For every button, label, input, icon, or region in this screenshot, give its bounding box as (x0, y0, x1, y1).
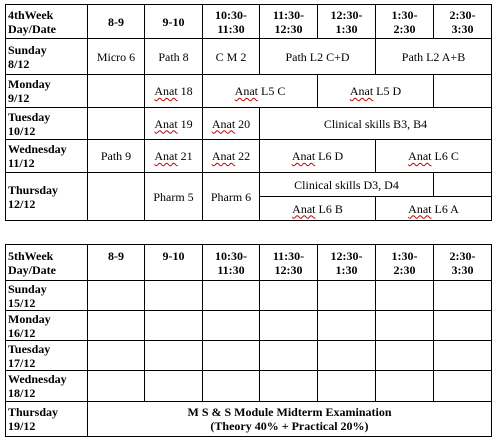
day-cell: Thursday 19/12 (6, 402, 88, 437)
class-cell: Micro 6 (88, 39, 145, 75)
slot-230-330: 2:30- 3:30 (434, 245, 492, 281)
class-cell: C M 2 (203, 39, 260, 75)
week4-header-daydate (6, 5, 88, 39)
empty-cell (260, 311, 318, 341)
class-cell: Path L2 C+D (260, 39, 376, 75)
day-cell: Sunday 8/12 (6, 39, 88, 75)
empty-cell (145, 371, 203, 402)
week5-row-sunday (6, 281, 492, 311)
day-cell: Wednesday 11/12 (6, 140, 88, 173)
exam-weighting: (Theory 40% + Practical 20%) (210, 419, 369, 433)
class-cell: Path 8 (145, 39, 203, 75)
empty-cell (203, 371, 260, 402)
class-cell: Clinical skills D3, D4 (260, 173, 434, 197)
empty-cell (434, 311, 492, 341)
day-cell: Sunday 15/12 (6, 281, 88, 311)
class-cell: Path L2 A+B (376, 39, 492, 75)
empty-cell (203, 311, 260, 341)
slot-8-9: 8-9 (88, 5, 145, 39)
class-cell: Anat 18 (145, 75, 203, 108)
week-label: 4thWeek (8, 7, 54, 22)
slot-1230-130: 12:30- 1:30 (318, 245, 376, 281)
empty-cell (318, 341, 376, 371)
empty-cell (260, 371, 318, 402)
empty-cell (434, 75, 492, 108)
slot-1030-1130: 10:30- 11:30 (203, 5, 260, 39)
day-cell: Monday 9/12 (6, 75, 88, 108)
class-cell: Path 9 (88, 140, 145, 173)
day-cell: Thursday 12/12 (6, 173, 88, 221)
class-cell: Anat 20 (203, 108, 260, 140)
week5-row-tuesday (6, 341, 492, 371)
week4-row-monday (6, 75, 492, 108)
week5-row-thursday (6, 402, 492, 437)
class-cell: Pharm 6 (203, 173, 260, 221)
empty-cell (145, 311, 203, 341)
slot-230-330: 2:30- 3:30 (434, 5, 492, 39)
empty-cell (434, 173, 492, 197)
day-cell: Tuesday 10/12 (6, 108, 88, 140)
class-cell: Anat L6 C (376, 140, 492, 173)
class-cell: Anat 22 (203, 140, 260, 173)
empty-cell (88, 281, 145, 311)
empty-cell (88, 173, 145, 221)
empty-cell (376, 371, 434, 402)
week4-header-row (6, 5, 492, 39)
empty-cell (318, 281, 376, 311)
empty-cell (376, 311, 434, 341)
empty-cell (88, 75, 145, 108)
week4-schedule-table (5, 4, 492, 221)
class-cell: Clinical skills B3, B4 (260, 108, 492, 140)
empty-cell (260, 281, 318, 311)
class-cell: Anat 19 (145, 108, 203, 140)
empty-cell (145, 341, 203, 371)
day-cell: Monday 16/12 (6, 311, 88, 341)
slot-1130-1230: 11:30- 12:30 (260, 245, 318, 281)
empty-cell (318, 311, 376, 341)
empty-cell (88, 311, 145, 341)
week5-header-daydate (6, 245, 88, 281)
empty-cell (145, 281, 203, 311)
slot-130-230: 1:30- 2:30 (376, 245, 434, 281)
day-cell: Wednesday 18/12 (6, 371, 88, 402)
class-cell: Anat L5 D (318, 75, 434, 108)
slot-1230-130: 12:30- 1:30 (318, 5, 376, 39)
daydate-label: Day/Date (8, 21, 56, 36)
empty-cell (260, 341, 318, 371)
class-cell: Pharm 5 (145, 173, 203, 221)
class-cell: Anat 21 (145, 140, 203, 173)
week5-schedule-table (5, 244, 492, 437)
midterm-exam-cell (88, 402, 492, 437)
exam-title: M S & S Module Midterm Examination (187, 405, 392, 419)
slot-1130-1230: 11:30- 12:30 (260, 5, 318, 39)
empty-cell (434, 371, 492, 402)
week4-row-tuesday (6, 108, 492, 140)
class-cell: Anat L5 C (203, 75, 318, 108)
slot-130-230: 1:30- 2:30 (376, 5, 434, 39)
week5-header-row (6, 245, 492, 281)
empty-cell (376, 341, 434, 371)
week5-row-monday (6, 311, 492, 341)
empty-cell (203, 281, 260, 311)
empty-cell (434, 281, 492, 311)
empty-cell (88, 108, 145, 140)
empty-cell (376, 281, 434, 311)
slot-8-9: 8-9 (88, 245, 145, 281)
week4-row-sunday (6, 39, 492, 75)
week5-row-wednesday (6, 371, 492, 402)
week4-row-wednesday (6, 140, 492, 173)
week4-row-thursday (6, 173, 492, 197)
class-cell: Anat L6 A (376, 197, 492, 221)
empty-cell (88, 371, 145, 402)
slot-1030-1130: 10:30- 11:30 (203, 245, 260, 281)
day-cell: Tuesday 17/12 (6, 341, 88, 371)
empty-cell (318, 371, 376, 402)
slot-9-10: 9-10 (145, 5, 203, 39)
empty-cell (434, 341, 492, 371)
empty-cell (88, 341, 145, 371)
empty-cell (203, 341, 260, 371)
week-label: 5thWeek (8, 248, 54, 263)
class-cell: Anat L6 B (260, 197, 376, 221)
class-cell: Anat L6 D (260, 140, 376, 173)
slot-9-10: 9-10 (145, 245, 203, 281)
daydate-label: Day/Date (8, 262, 56, 277)
